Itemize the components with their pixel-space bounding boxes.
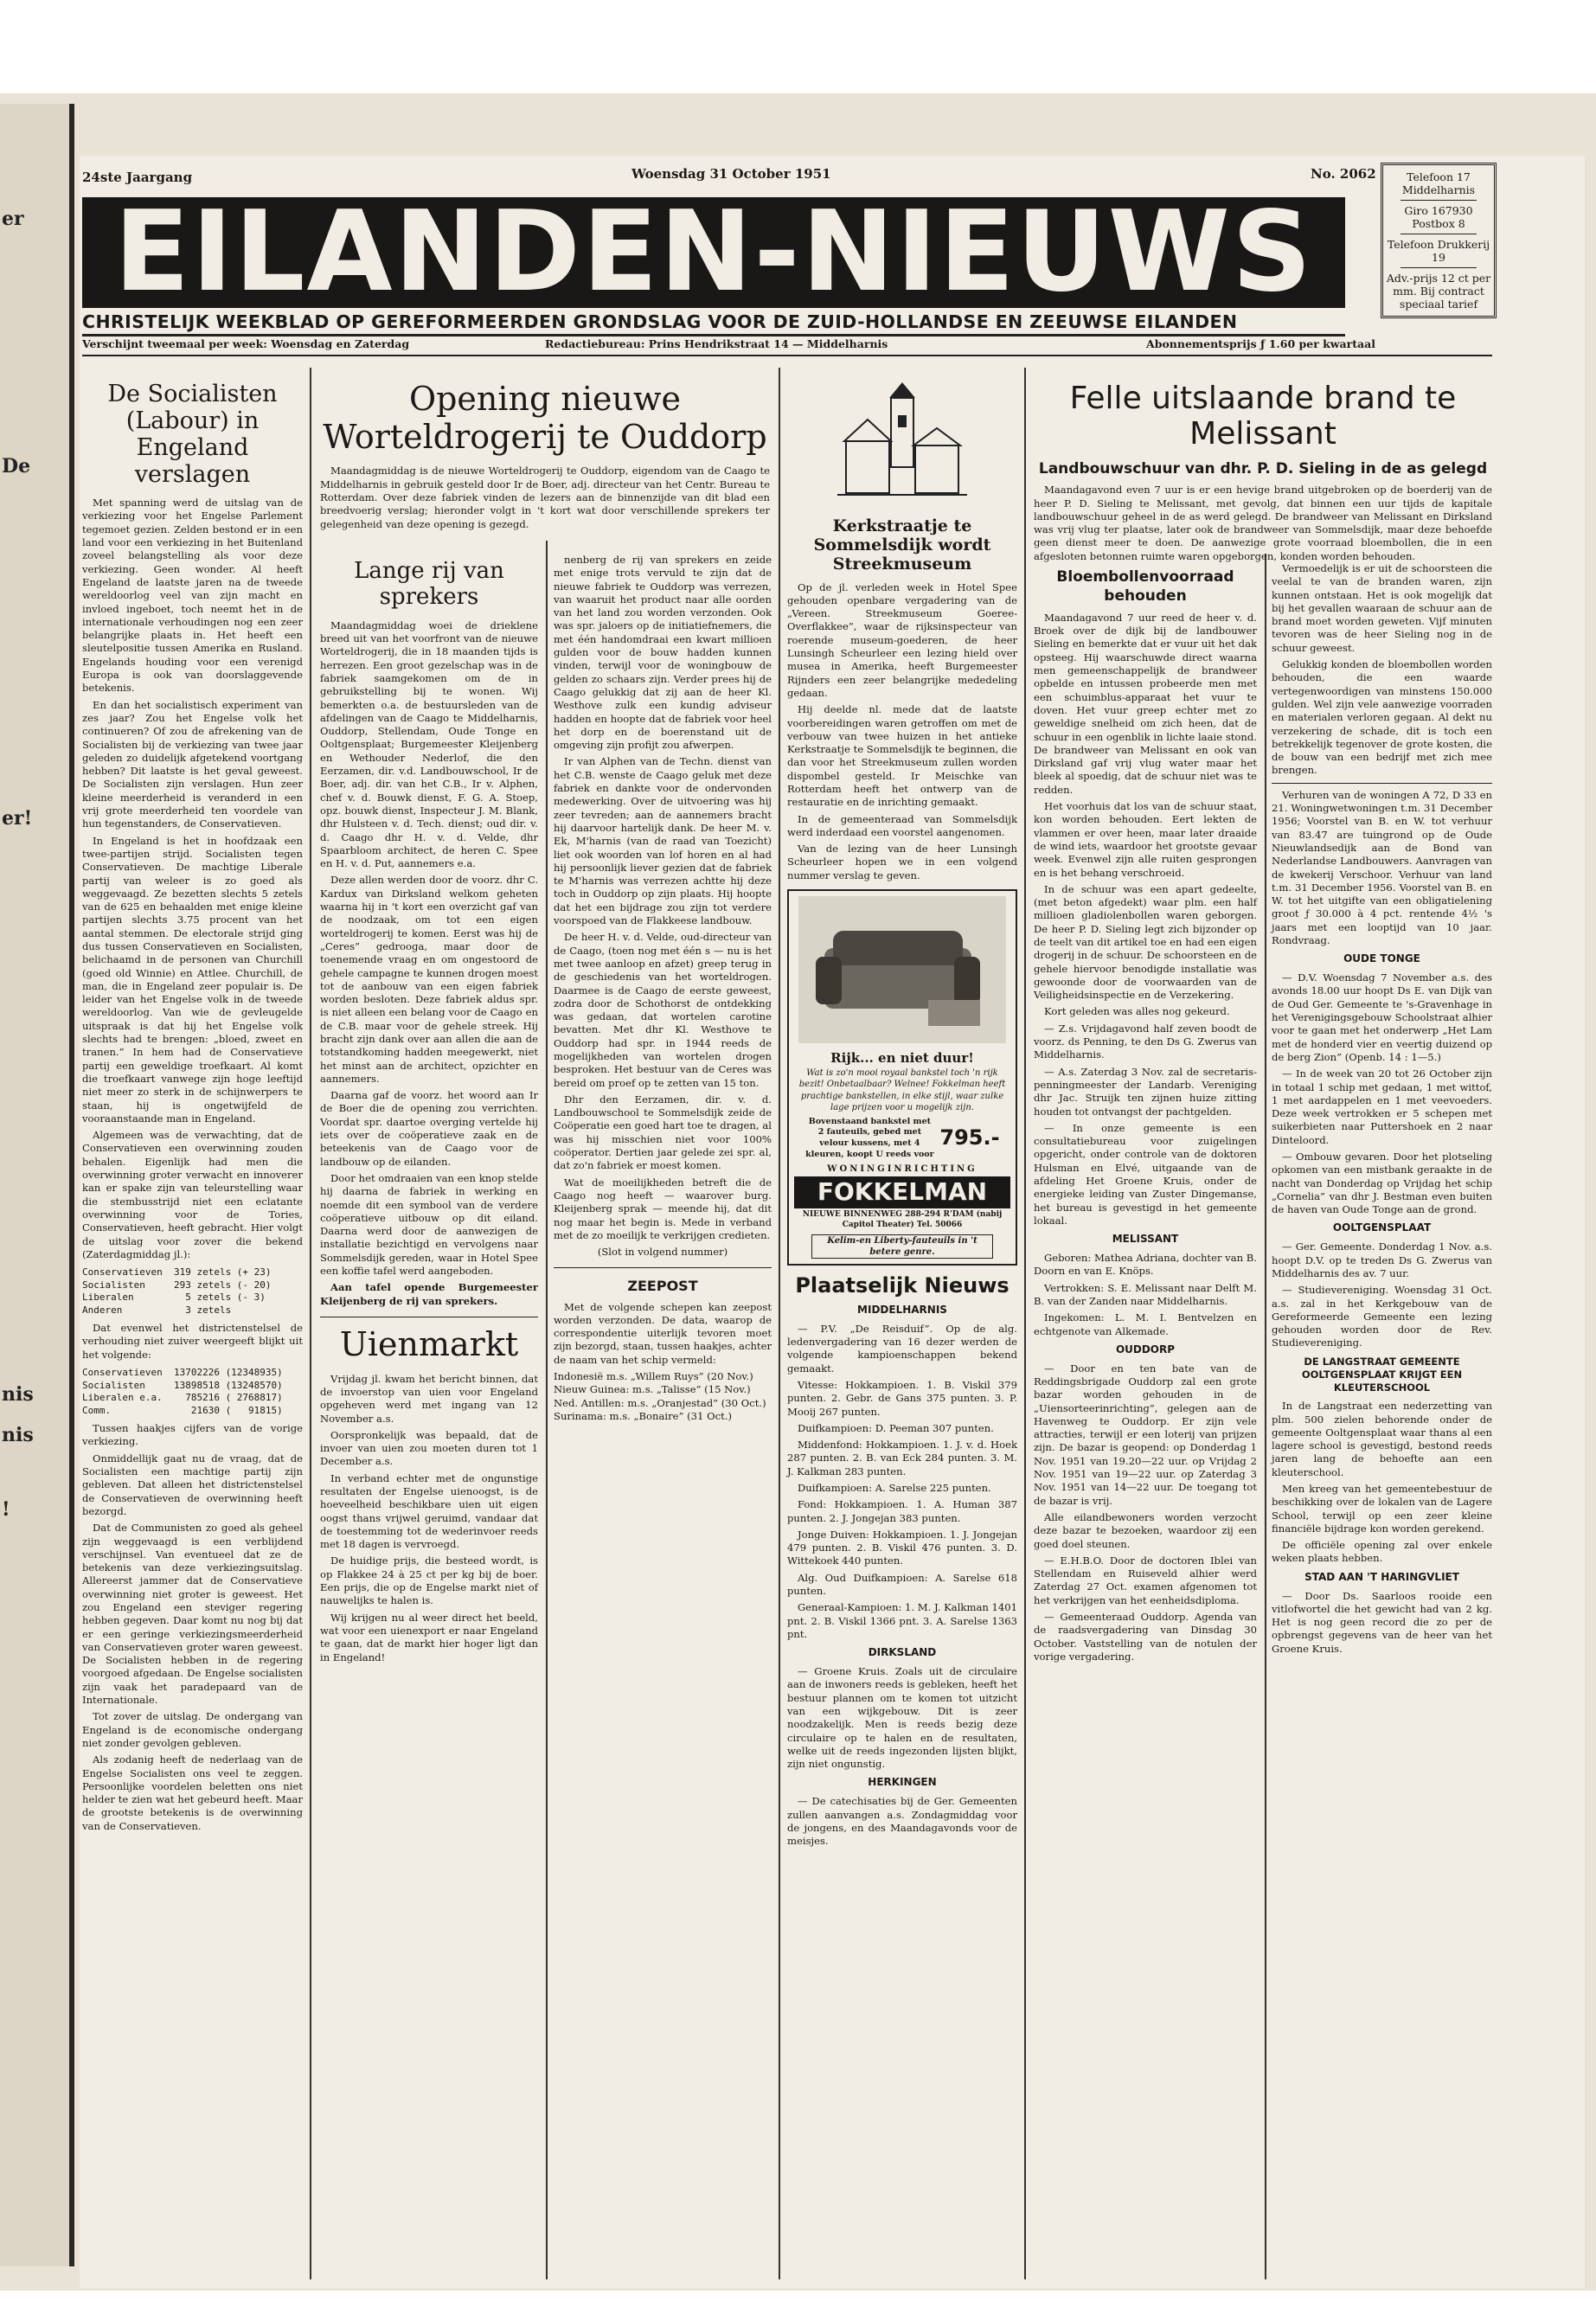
town-heading: OUDDORP xyxy=(1115,1343,1176,1356)
jaargang: 24ste Jaargang xyxy=(82,170,193,185)
paragraph: — Ger. Gemeente. Donderdag 1 Nov. a.s. hoopt D.V. op te treden Ds G. Zwerus van Middelharnis des av. 7 uur. xyxy=(1272,1240,1492,1279)
fokkelman-advertisement xyxy=(787,889,1017,1266)
paragraph: Ingekomen: L. M. I. Bentvelzen en echtgenote van Alkemade. xyxy=(1034,1311,1257,1337)
paragraph: Fond: Hokkampioen. 1. A. Human 387 punten. 2. J. Jongejan 383 punten. xyxy=(787,1498,1017,1524)
paragraph: In Engeland is het in hoofdzaak een twee-partijen strijd. Socialisten tegen Conservatieven. De machtige Liberale partij van weleer is zo goed als weggevaagd. Ze bezetten slechts 5 zetels van de 625 en behaalden met enige kleine partijen slechts 3.75 procent van het aantal stemmen. De electorale strijd ging dus tussen Conservatieven en Socialisten, belichaamd in de personen van Churchill (goed old Winnie) en Attlee. Churchill, de man, die in Engeland zeer populair is. De leider van het Engelse volk in de tweede wereldoorlog. Van wie de gevleugelde uitspraak is dat hij het Engelse volk slechts had te brengen: „bloed, zweet en tranen.” In hem had de Conservatieve partij een geweldige troefkaart. Al komt die troefkaart vanwege zijn hoge leeftijd niet meer zo sterk in de schijnwerpers te staan, hij is ongetwijfeld de vooraanstaande man in Engeland. xyxy=(82,834,303,1125)
info-ad-price: Adv.-prijs 12 ct per mm. Bij contract speciaal tarief xyxy=(1386,272,1491,311)
paragraph: — Ombouw gevaren. Door het plotseling opkomen van een mistbank geraakte in de nacht van Donderdag op Vrijdag het schip „Cornelia” van dhr J. Bestman even buiten de haven van Oude Tonge aan de grond. xyxy=(1272,1150,1492,1216)
info-printer-phone: Telefoon Drukkerij 19 xyxy=(1387,238,1490,264)
ad-text: Wat is zo'n mooi royaal bankstel toch 'n rijk bezit! Onbetaalbaar? Welnee! Fokkelman heeft prachtige bankstellen, in elke stijl, waar zulke lage prijzen voor u mogelijk zijn. xyxy=(798,1068,1006,1112)
paragraph: Onmiddellijk gaat nu de vraag, dat de Socialisten een machtige partij zijn gebleven. Dat alleen het districtenstelsel de Conservatieven de overwinning heeft bezorgd. xyxy=(82,1452,303,1517)
paragraph: Hij deelde nl. mede dat de laatste voorbereidingen waren getroffen om met de verbouw van twee huizen in het antieke Kerkstraatje te Sommelsdijk te beginnen, die dan voor het Streekmuseum zullen worden dispombel gesteld. Ir Meischke van Rotterdam heeft het ontwerp van de restauratie en de inrichting gemaakt. xyxy=(787,703,1017,809)
paragraph: Maandagavond 7 uur reed de heer v. d. Broek over de dijk bij de landbouwer Sieling en bemerkte dat er vuur uit het dak opsteeg. Hij waarschuwde direct waarna men gemeenschappelijk de brandweer opbelde en intussen probeerde men met een schuimblus-apparaat het vuur te doven. Het vuur greep echter met zo geweldige snelheid om zich heen, dat de schuur in een ogenblik in lichte laaie stond. De brandweer van Melissant en ook van Dirksland gaf vrij vlug water maar het bleek al spoedig, dat de schuur niet was te redden. xyxy=(1034,611,1257,796)
town-heading: MELISSANT xyxy=(1112,1233,1179,1246)
seats-row: Conservatieven 319 zetels (+ 23) xyxy=(82,1266,272,1279)
paragraph: Tussen haakjes cijfers van de vorige verkiezing. xyxy=(82,1422,303,1448)
subscription-price: Abonnementsprijs ƒ 1.60 per kwartaal xyxy=(1146,337,1375,350)
paragraph: Door het omdraaien van een knop stelde hij daarna de fabriek in werking en noemde dit een symbool van de verdere coöperatieve uitbouw op dit eiland. Daarna werd door de aanwezigen de installatie bezichtigd en vervolgens naar Sommelsdijk gereden, waar in Hotel Spee een koffie tafel werd aangeboden. xyxy=(320,1171,538,1278)
paragraph: De officiële opening zal over enkele weken plaats hebben. xyxy=(1272,1539,1492,1565)
town-heading: HERKINGEN xyxy=(868,1776,937,1789)
paragraph: — Z.s. Vrijdagavond half zeven boodt de voorz. ds Penning, te den Ds G. Zwerus van Middelharnis. xyxy=(1034,1022,1257,1061)
prev-page-fragment: nis xyxy=(2,1383,34,1407)
redactie-address: Redactiebureau: Prins Hendrikstraat 14 — Middelharnis xyxy=(545,337,888,350)
paragraph: De heer H. v. d. Velde, oud-directeur van de Caago, (toen nog met één s — nu is het met twee aanloop en afzet) greep terug in de geschiedenis van het worteldrogen. Daarmee is de Caago de eerste geweest, zodra door de Schothorst de ontdekking was gedaan, dat wortelen carotine bevatten. Met dhr Kl. Westhove te Ouddorp had spr. in 1944 reeds de mogelijkheden van wortelen drogen besproken. Het bestuur van de Ceres was bereid om proef op te zetten van 15 ton. xyxy=(554,931,772,1089)
town-heading: OOLTGENSPLAAT xyxy=(1332,1221,1432,1234)
paragraph: — In onze gemeente is een consultatiebureau voor zuigelingen opgericht, onder controle van de doktoren Hulsman en Elvé, uitgaande van de afdeling Het Groene Kruis, onder de energieke leiding van Zuster Dingemanse, het bureau is gevestigd in het gemeente lokaal. xyxy=(1034,1121,1257,1227)
town-heading: MIDDELHARNIS xyxy=(857,1303,947,1316)
column-divider xyxy=(310,368,311,2279)
paragraph: Algemeen was de verwachting, dat de Conservatieven een overwinning zouden behalen. Eigenlijk had men die overwinning groter verwacht en innoverer kan er spake zijn van teleurstelling waar die stembusstrijd niet een eclatante overwinning voor de Tories, Conservatieven, heeft gebracht. Hier volgt de uitslag voor zover die bekend (Zaterdagmiddag jl.): xyxy=(82,1129,303,1260)
continued-note: (Slot in volgend nummer) xyxy=(597,1246,728,1259)
article-lead: Maandagmiddag is de nieuwe Worteldrogerij te Ouddorp, eigendom van de Caago te Middelharnis in gebruik gesteld door Ir de Boer, adj. directeur van het Centr. Bureau te Rotterdam. Over deze fabriek vinden de lezers aan de binnenzijde van dit blad een breedvoerig verslag; hieronder volgt in 't kort wat door verschillende sprekers ter gelegenheid van deze opening is gezegd. xyxy=(320,465,770,530)
paragraph: Daarna gaf de voorz. het woord aan Ir de Boer die de opening zou verrichten. Voordat spr. daartoe overging vertelde hij iets over de coöperatieve zaak en de beteekenis van de Caago voor de landbouw op de eilanden. xyxy=(320,1089,538,1168)
header-rule xyxy=(82,334,1345,336)
paragraph: Op de jl. verleden week in Hotel Spee gehouden openbare vergadering van de „Vereen. Streekmuseum Goeree-Overflakkee”, waar de rijksinspecteur van roerende museum-goederen, de heer Lunsingh Scheurleer een lezing hield over musea in Amerika, heeft Burgemeester Rijnders een zeer belangrijke mededeling gedaan. xyxy=(787,580,1017,699)
ad-slogan: Rijk... en niet duur! xyxy=(830,1050,974,1067)
ad-footer: Kelim-en Liberty-fauteuils in 't betere genre. xyxy=(811,1234,993,1259)
article-title: Opening nieuwe Worteldrogerij te Ouddorp xyxy=(323,380,767,456)
zeepost-title: ZEEPOST xyxy=(627,1278,698,1295)
paragraph: Vitesse: Hokkampioen. 1. B. Viskil 379 punten. 2. Gebr. de Gans 375 punten. 3. P. Mooij 267 punten. xyxy=(787,1378,1017,1418)
column-6 xyxy=(1272,562,1492,2279)
paragraph: — P.V. „De Reisduif”. Op de alg. ledenvergadering van 16 dezer werden de volgende kampioenschappen bekend gemaakt. xyxy=(787,1322,1017,1375)
article-brand-melissant-header xyxy=(1034,381,1492,562)
paragraph: Middenfond: Hokkampioen. 1. J. v. d. Hoek 287 punten. 2. B. van Eck 284 punten. 3. M. J. Kalkman 283 punten. xyxy=(787,1439,1017,1477)
paragraph: Kort geleden was alles nog gekeurd. xyxy=(1044,1005,1230,1018)
paragraph: Ir van Alphen van de Techn. dienst van het C.B. wenste de Caago geluk met deze fabriek en dankte voor de ondervonden medewerking. Over de uitvoering was hij zeer tevreden; aan de aannemers bracht hij daarvoor hartelijk dank. De heer M. v. Ek, M'harnis (van de raad van Toezicht) liet ook woorden van lof horen en al had hij persoonlijk liever gezien dat de fabriek te M'harnis was verrezen achtte hij deze toch in Ouddorp op zijn plaats. Hij hoopte dat het een bijdrage zou zijn tot verdere voorspoed van de Flakkeese landbouw. xyxy=(554,755,772,927)
column-divider xyxy=(546,541,548,2279)
paragraph: En dan het socialistisch experiment van zes jaar? Zou het Engelse volk het continueren? Of zou de afrekening van de Socialisten bij de verkiezing van twee jaar geleden zo duidelijk afgetekend voortgang hebben? Dit laatste is het geval geweest. De Socialisten zijn verslagen. Hun zeer kleine meerderheid is veranderd in een vrij grote meerderheid ten voordele van hun tegenstanders, de Conservatieven. xyxy=(82,698,303,830)
paragraph: Dhr den Eerzamen, dir. v. d. Landbouwschool te Sommelsdijk zeide de Coöperatie een goed hart toe te dragen, al was hij misschien niet voor 100% coöperator. Dertien jaar gelede zei spr. al, dat zo'n fabriek er moest komen. xyxy=(554,1093,772,1172)
column-divider xyxy=(779,368,780,2279)
paragraph: — Studievereniging. Woensdag 31 Oct. a.s. zal in het Kerkgebouw van de Gereformeerde Gemeente een lezing gehouden worden door de Rev. Studievereniging. xyxy=(1272,1284,1492,1349)
paragraph: Oorspronkelijk was bepaald, dat de invoer van uien zou moeten duren tot 1 December a.s. xyxy=(320,1428,538,1468)
votes-row: Comm. 21630 ( 91815) xyxy=(82,1404,283,1416)
column-4 xyxy=(787,381,1017,2279)
frequency: Verschijnt tweemaal per week: Woensdag en Zaterdag xyxy=(82,337,410,350)
seats-table xyxy=(82,1266,303,1317)
paragraph: Met spanning werd de uitslag van de verkiezing voor het Engelse Parlement tegemoet gezien. Zelden bestond er in een land voor een verkiezing in het Buitenland zoveel belangstelling als voor deze verkiezing. Geen wonder. Al heeft Engeland de laatste jaren na de tweede wereldoorlog veel van zijn macht en invloed ingeboet, toch neemt het in de internationale verhoudingen nog een zeer belangrijke plaats in. Het heeft een sleutelpositie tussen Amerika en Rusland. Engelands houding voor een verenigd Europa is ook van doorslaggevende betekenis. xyxy=(82,497,303,695)
plaatselijk-nieuws-title: Plaatselijk Nieuws xyxy=(795,1273,1010,1298)
previous-page-edge xyxy=(0,104,74,2266)
paragraph: nenberg de rij van sprekers en zeide met enige trots vervuld te zijn dat de nieuwe fabriek te Ouddorp was verrezen, van waaruit het product naar alle oorden van het land zou worden verzonden. Ook was spr. jaloers op de initiatiefnemers, die met één handomdraai een kwart millioen gulden voor de bouw hadden kunnen vinden, terwijl voor de woningbouw de gelden zo schaars zijn. Verder prees hij de Caago gelukkig dat zij aan de heer Kl. Westhove zulk een kundig adviseur hadden en hoopte dat de fabriek voor heel het dorp en de boerenstand uit de omgeving zijn profijt zou afwerpen. xyxy=(554,554,772,752)
paragraph: Maandagmiddag woei de drieklene breed uit van het voorfront van de nieuwe Worteldrogerij, die in 18 maanden tijds is herrezen. Een groot gezelschap was in de fabriek saamgekomen om de in gebruikstelling bij te wonen. Wij bemerkten o.a. de bestuursleden van de afdelingen van de Caago te Middelharnis, Ouddorp, Stellendam, Oude Tonge en Ooltgensplaat; Burgemeester Kleijenberg en Wethouder Nederlof, die den Eerzamen, dir. v.d. Landbouwschool, Ir de Boer, adj. dir. van het C.B., Ir v. Alphen, chef v. d. Bouwk dienst, F. G. A. Stoep, opz. bouwk dienst, Inspecteur J. M. Blank, dhr Hulsteen v. d. Tech. dienst; oud dir. v. d. Caago dhr H. v. d. Velde, dhr Spaarbloom architect, de heren C. Spee en H. v. d. Put, aannemers e.a. xyxy=(320,619,538,870)
article-worteldrogerij-header xyxy=(320,381,770,545)
paragraph: Geboren: Mathea Adriana, dochter van B. Doorn en van E. Knöps. xyxy=(1034,1252,1257,1278)
ad-price-text: Bovenstaand bankstel met 2 fauteuils, gebed met velour kussens, met 4 kleuren, koopt U reeds voor xyxy=(805,1116,934,1159)
paragraph: — A.s. Zaterdag 3 Nov. zal de secretaris-penningmeester der Landarb. Vereniging dhr Jac. Struijk ten zijnen huize zitting houden tot ontvangst der pachtgelden. xyxy=(1034,1065,1257,1118)
masthead-title: EILANDEN-NIEUWS xyxy=(82,197,1345,308)
seats-row: Socialisten 293 zetels (- 20) xyxy=(82,1279,272,1291)
paragraph: Alg. Oud Duifkampioen: A. Sarelse 618 punten. xyxy=(787,1571,1017,1598)
section-subtitle: Lange rij van sprekers xyxy=(354,558,504,610)
info-phone: Telefoon 17 Middelharnis xyxy=(1401,170,1476,196)
paragraph: Generaal-Kampioen: 1. M. J. Kalkman 1401 pnt. 2. B. Viskil 1366 pnt. 3. A. Sarelse 1363 pnt. xyxy=(787,1601,1018,1640)
paragraph: Dat evenwel het districtenstelsel de verhouding niet zuiver weergeeft blijkt uit het volgende: xyxy=(82,1322,303,1361)
paragraph: Jonge Duiven: Hokkampioen. 1. J. Jongejan 479 punten. 2. B. Viskil 476 punten. 3. D. Wittekoek 440 punten. xyxy=(787,1528,1017,1567)
votes-row: Liberalen e.a. 785216 ( 2768817) xyxy=(82,1392,283,1404)
paragraph: Dat de Communisten zo goed als geheel zijn weggevaagd is een verblijdend verschijnsel. Van eventueel dat ze de betekenis van deze verkiezingsuitslag. Allereerst jammer dat de Conservatieve overwinning niet groter is geweest. Het zou Engeland een steviger regering hebben gegeven. Daar komt nu nog bij dat er een geringe verkiezingsmeerderheid van Conservatieven groter waren geweest. De Socialisten hebben in de regering voorgoed afgedaan. De Engelse socialisten zijn vaak het paradepaard van de Internationale. xyxy=(82,1522,303,1707)
church-tower-illustration xyxy=(837,381,967,510)
header-bottom-rule xyxy=(82,355,1492,356)
paragraph: — Door en ten bate van de Reddingsbrigade Ouddorp zal een grote bazar worden gehouden in de „Uiensorteerinrichting”, gelegen aan de Havenweg te Ouddorp. Er zijn vele attracties, terwijl er een loterij van prijzen zijn. De bazar is geopend: op Donderdag 1 Nov. 1951 van 19.20—22 uur. op Vrijdag 2 Nov. 1951 van 19—22 uur. op Zaterdag 3 Nov. 1951 van 14—22 uur. De toegang tot de bazar is vrij. xyxy=(1034,1362,1257,1507)
town-heading: OUDE TONGE xyxy=(1343,952,1420,965)
ad-address: NIEUWE BINNENWEG 288-294 R'DAM (nabij Capitol Theater) Tel. 50066 xyxy=(802,1210,1003,1230)
prev-page-fragment: er! xyxy=(2,806,33,830)
paragraph: Vrijdag jl. kwam het bericht binnen, dat de invoerstop van uien voor Engeland opgeheven werd met ingang van 12 November a.s. xyxy=(320,1372,538,1425)
paragraph: — De catechisaties bij de Ger. Gemeenten zullen aanvangen a.s. Zondagmiddag voor de jongens, en des Maandagavonds voor de meisjes. xyxy=(787,1795,1017,1848)
paragraph: In verband echter met de ongunstige resultaten der Engelse uienoogst, is de hoeveelheid beschikbare uien uit eigen oogst thans vrijwel geruimd, vandaar dat de toestemming tot de wederinvoer reeds met 18 dagen is vervroegd. xyxy=(320,1471,538,1551)
column-5 xyxy=(1034,562,1257,2279)
info-giro: Giro 167930 Postbox 8 xyxy=(1404,204,1473,230)
paragraph: Wat de moeilijkheden betreft die de Caago nog heeft — waarover burg. Kleijenberg sprak — meende hij, dat dit nog maar het begin is. Mede in verband met de zo moeilijk te verkrijgen credieten. xyxy=(554,1176,772,1241)
paragraph: — Groene Kruis. Zoals uit de circulaire aan de inwoners reeds is gebleken, heeft het bestuur plannen om te komen tot uitzicht van een wijkgebouw. Dit is zeer noodzakelijk. Men is reeds bezig deze circulaire op te halen en de resultaten, welke uit de reeds ingezonden lijsten blijkt, zijn niet ongunstig. xyxy=(787,1665,1017,1771)
prev-page-fragment: ! xyxy=(2,1497,10,1521)
paragraph: Van de lezing van de heer Lunsingh Scheurleer hopen we in een volgend nummer verslag te geven. xyxy=(787,843,1017,881)
paragraph: — E.H.B.O. Door de doctoren Iblei van Stellendam en Ruiseveld alhier werd Zaterdag 27 Oct. examen afgenomen tot het verkrijgen van het eenheidsdiploma. xyxy=(1034,1554,1257,1606)
paragraph: Met de volgende schepen kan zeepost worden verzonden. De data, waarop de correspondentie uiterlijk tevoren moet zijn bezorgd, staan, tussen haakjes, achter de naam van het schip vermeld: xyxy=(554,1300,772,1366)
section-heading: DE LANGSTRAAT GEMEENTE OOLTGENSPLAAT KRIJGT EEN KLEUTERSCHOOL xyxy=(1301,1355,1463,1394)
votes-row: Socialisten 13898518 (13248570) xyxy=(82,1379,283,1391)
paragraph: — Gemeenteraad Ouddorp. Agenda van de raadsvergadering van Dinsdag 30 October. Vaststelling van de notulen der vorige vergadering. xyxy=(1034,1611,1257,1663)
paragraph: In de Langstraat een nederzetting van plm. 500 zielen behorende onder de gemeente Ooltgensplaat waar thans al een lagere school is gevestigd, bestond reeds jaren lang de behoefte aan een kleuterschool. xyxy=(1272,1400,1492,1478)
museum-article-title: Kerkstraatje te Sommelsdijk wordt Streekmuseum xyxy=(813,516,991,574)
paragraph: Men kreeg van het gemeentebestuur de beschikking over de lokalen van de Lagere School, terwijl op een zeer kleine financiële bijdrage kon worden gerekend. xyxy=(1272,1482,1492,1535)
votes-table xyxy=(82,1367,303,1417)
paragraph: In de schuur was een apart gedeelte, (met beton afgedekt) waar plm. een half millioen gladiolenbollen waren geborgen. De heer P. D. Sieling legt zich bijzonder op de teelt van dit artikel toe en had een eigen drogerij in de schuur. De schoorsteen en de gehele hiervoor benodigde installatie was gewoonde door de voorwaarden van de Veiligheidsinspectie en de Verzekering. xyxy=(1034,882,1257,1002)
paragraph: Tot zover de uitslag. De ondergang van Engeland is de economische ondergang niet zonder gevolgen gebleven. xyxy=(82,1710,303,1749)
column-divider xyxy=(1024,368,1026,2279)
seats-row: Anderen 3 zetels xyxy=(82,1304,232,1316)
paragraph: In de gemeenteraad van Sommelsdijk werd inderdaad een voorstel aangenomen. xyxy=(787,812,1017,838)
prev-page-fragment: nis xyxy=(2,1423,34,1446)
sofa-illustration xyxy=(798,896,1006,1043)
issue-date: Woensdag 31 October 1951 xyxy=(631,166,831,182)
paragraph: Vertrokken: S. E. Melissant naar Delft M. B. van der Zanden naar Middelharnis. xyxy=(1034,1281,1257,1307)
issue-number: No. 2062 xyxy=(1311,166,1376,182)
ad-tag: WONINGINRICHTING xyxy=(827,1164,977,1175)
paragraph: Als zodanig heeft de nederlaag van de Engelse Socialisten ons veel te zeggen. Persoonlijke voordelen beletten ons niet helder te zien wat het gebeurd heeft. Maar de grootste betekenis is de overwinning van de Conservatieven. xyxy=(82,1753,303,1832)
column-divider xyxy=(1265,554,1266,2279)
paragraph: Duifkampioen: A. Sarelse 225 punten. xyxy=(798,1481,991,1494)
ad-price: 795.- xyxy=(939,1125,1000,1150)
article-worteldrogerij-col1 xyxy=(320,554,538,2275)
zeepost-list-item: Indonesië m.s. „Willem Ruys” (20 Nov.) xyxy=(554,1370,753,1383)
votes-row: Conservatieven 13702226 (12348935) xyxy=(82,1367,283,1379)
prev-page-fragment: De xyxy=(2,455,31,478)
town-heading: DIRKSLAND xyxy=(868,1646,937,1659)
paragraph: Verhuren van de woningen A 72, D 33 en 21. Woningwetwoningen t.m. 31 December 1956; Voorstel van B. en W. tot verhuur van 83.47 are tuingrond op de Oude Nieuwlandsedijk aan de Bond van Nederlandse Landbouwers. Aanvragen van de kwekerij Verschoor. Verhuur van land t.m. 31 December 1956. Voorstel van B. en W. tot het uitgifte van een obligatielening groot ƒ 30.000 à 4 pct. rentende 4½ 's jaars met een looptijd van 10 jaar. Rondvraag. xyxy=(1272,788,1492,947)
paragraph: Alle eilandbewoners worden verzocht deze bazar te bezoeken, waardoor zij een goed doel steunen. xyxy=(1034,1510,1257,1550)
contact-info-box xyxy=(1381,163,1497,318)
article-socialisten xyxy=(82,381,303,2284)
zeepost-list-item: Ned. Antillen: m.s. „Oranjestad” (30 Oct.) xyxy=(554,1396,766,1409)
paragraph: — In de week van 20 tot 26 October zijn in totaal 1 schip met gedaan, 1 met wittof, 1 met aardappelen en 1 met veevoeders. Deze week vertrokken er 5 schepen met suikerbieten naar Puttershoek en 2 naar Dinteloord. xyxy=(1272,1067,1492,1146)
paragraph: Duifkampioen: D. Peeman 307 punten. xyxy=(798,1421,994,1434)
section-subtitle: Bloembollenvoorraad behouden xyxy=(1056,568,1234,606)
paragraph: Vermoedelijk is er uit de schoorsteen die veelal te van de branden waren, zijn kunnen ontstaan. Het is ook mogelijk dat bij het gevallen waaraan de schuur aan de brand moet worden geweten. Vijf minuten tevoren was de heer Sieling nog in de schuur geweest. xyxy=(1272,562,1492,654)
paragraph: Wij krijgen nu al weer direct het beeld, wat voor een uienexport er naar Engeland te gaan, dat de markt hier hoger ligt dan in Engeland! xyxy=(320,1611,538,1663)
ad-brand: FOKKELMAN xyxy=(794,1176,1010,1208)
paragraph: Gelukkig konden de bloembollen worden behouden, die een waarde vertegenwoordigen van minstens 150.000 gulden. Wel zijn vele aanwezige voorraden en materialen verloren gegaan. Al dekt nu verzekering de schade, dit is toch een betrekkelijk tegenover de grote kosten, die de bouw van een bedrijf met zich mee brengen. xyxy=(1272,658,1492,777)
article-title: De Socialisten (Labour) in Engeland verslagen xyxy=(107,381,278,489)
zeepost-list-item: Nieuw Guinea: m.s. „Talisse” (15 Nov.) xyxy=(554,1383,751,1396)
paragraph: Deze allen werden door de voorz. dhr C. Kardux van Dirksland welkom geheten waarna hij in 't kort een overzicht gaf van de noodzaak, om tot een eigen worteldrogerij te komen. Eerst was hij de „Ceres” gedrooga, maar door de toenemende vraag en om ongestoord de gehele campagne te kunnen drogen moest tot de aanbouw van een eigen fabriek worden besloten. Deze fabriek aldus spr. is niet alleen een belang voor de Caago en de C.B. maar voor de gehele streek. Hij bracht zijn dank over aan allen die aan de totstandkoming hadden meegewerkt, niet het minst aan de architect, opzichter en aannemers. xyxy=(320,874,538,1085)
paragraph: Aan tafel opende Burgemeester Kleijenberg de rij van sprekers. xyxy=(320,1281,538,1307)
prev-page-fragment: er xyxy=(2,208,24,230)
section-title-uienmarkt: Uienmarkt xyxy=(339,1324,519,1363)
article-worteldrogerij-col2 xyxy=(554,554,772,2275)
paragraph: — Door Ds. Saarloos rooide een vitlofwortel die het gewicht had van 2 kg. Het is nog geen record die zo per de opbrengst gegevens van de heer van het Groene Kruis. xyxy=(1272,1589,1492,1655)
article-lead: Maandagavond even 7 uur is er een hevige brand uitgebroken op de boerderij van de heer P. D. Sieling te Melissant, met gevolg, dat binnen een uur tijds de kapitale landbouwschuur geheel in de as werd gelegd. De brandweer van Melissant en Dirksland was vrij vlug ter plaatse, later ook de brandweer van Sommelsdijk, maar deze behoefde geen dienst meer te doen. De aanwezige grote voorraad bloembollen, die in een afgesloten betonnen ruimte waren opgeborgen, konden worden behouden. xyxy=(1034,484,1492,562)
town-heading: STAD AAN 'T HARINGVLIET xyxy=(1304,1570,1459,1583)
seats-row: Liberalen 5 zetels (- 3) xyxy=(82,1292,266,1304)
masthead-subtitle: CHRISTELIJK WEEKBLAD OP GEREFORMEERDEN GRONDSLAG VOOR DE ZUID-HOLLANDSE EN ZEEUWSE EILANDEN xyxy=(82,311,1238,332)
paragraph: — D.V. Woensdag 7 November a.s. des avonds 18.00 uur hoopt Ds E. van Dijk van de Oud Ger. Gemeente te 's-Gravenhage in het Verenigingsgebouw Schoolstraat alhier voor te gaan met het onderwerp „Het Lam met de honderd vier en veertig duizend op de berg Zion” (Openb. 14 : 1—5.) xyxy=(1272,971,1492,1063)
article-subtitle: Landbouwschuur van dhr. P. D. Sieling in de as gelegd xyxy=(1038,459,1488,478)
paragraph: De huidige prijs, die besteed wordt, is op Flakkee 24 à 25 ct per kg bij de boer. Een prijs, die op de Engelse markt niet of nauwelijks te halen is. xyxy=(320,1554,538,1607)
paragraph: Het voorhuis dat los van de schuur staat, kon worden behouden. Eert lekten de vlammen er over heen, maar later draaide de wind iets, waardoor het grootste gevaar week. Evenwel zijn alle ruiten gesprongen en is het behang verschroeid. xyxy=(1034,800,1257,879)
article-title: Felle uitslaande brand te Melissant xyxy=(1069,381,1457,452)
zeepost-list-item: Surinama: m.s. „Bonaire” (31 Oct.) xyxy=(554,1409,732,1422)
